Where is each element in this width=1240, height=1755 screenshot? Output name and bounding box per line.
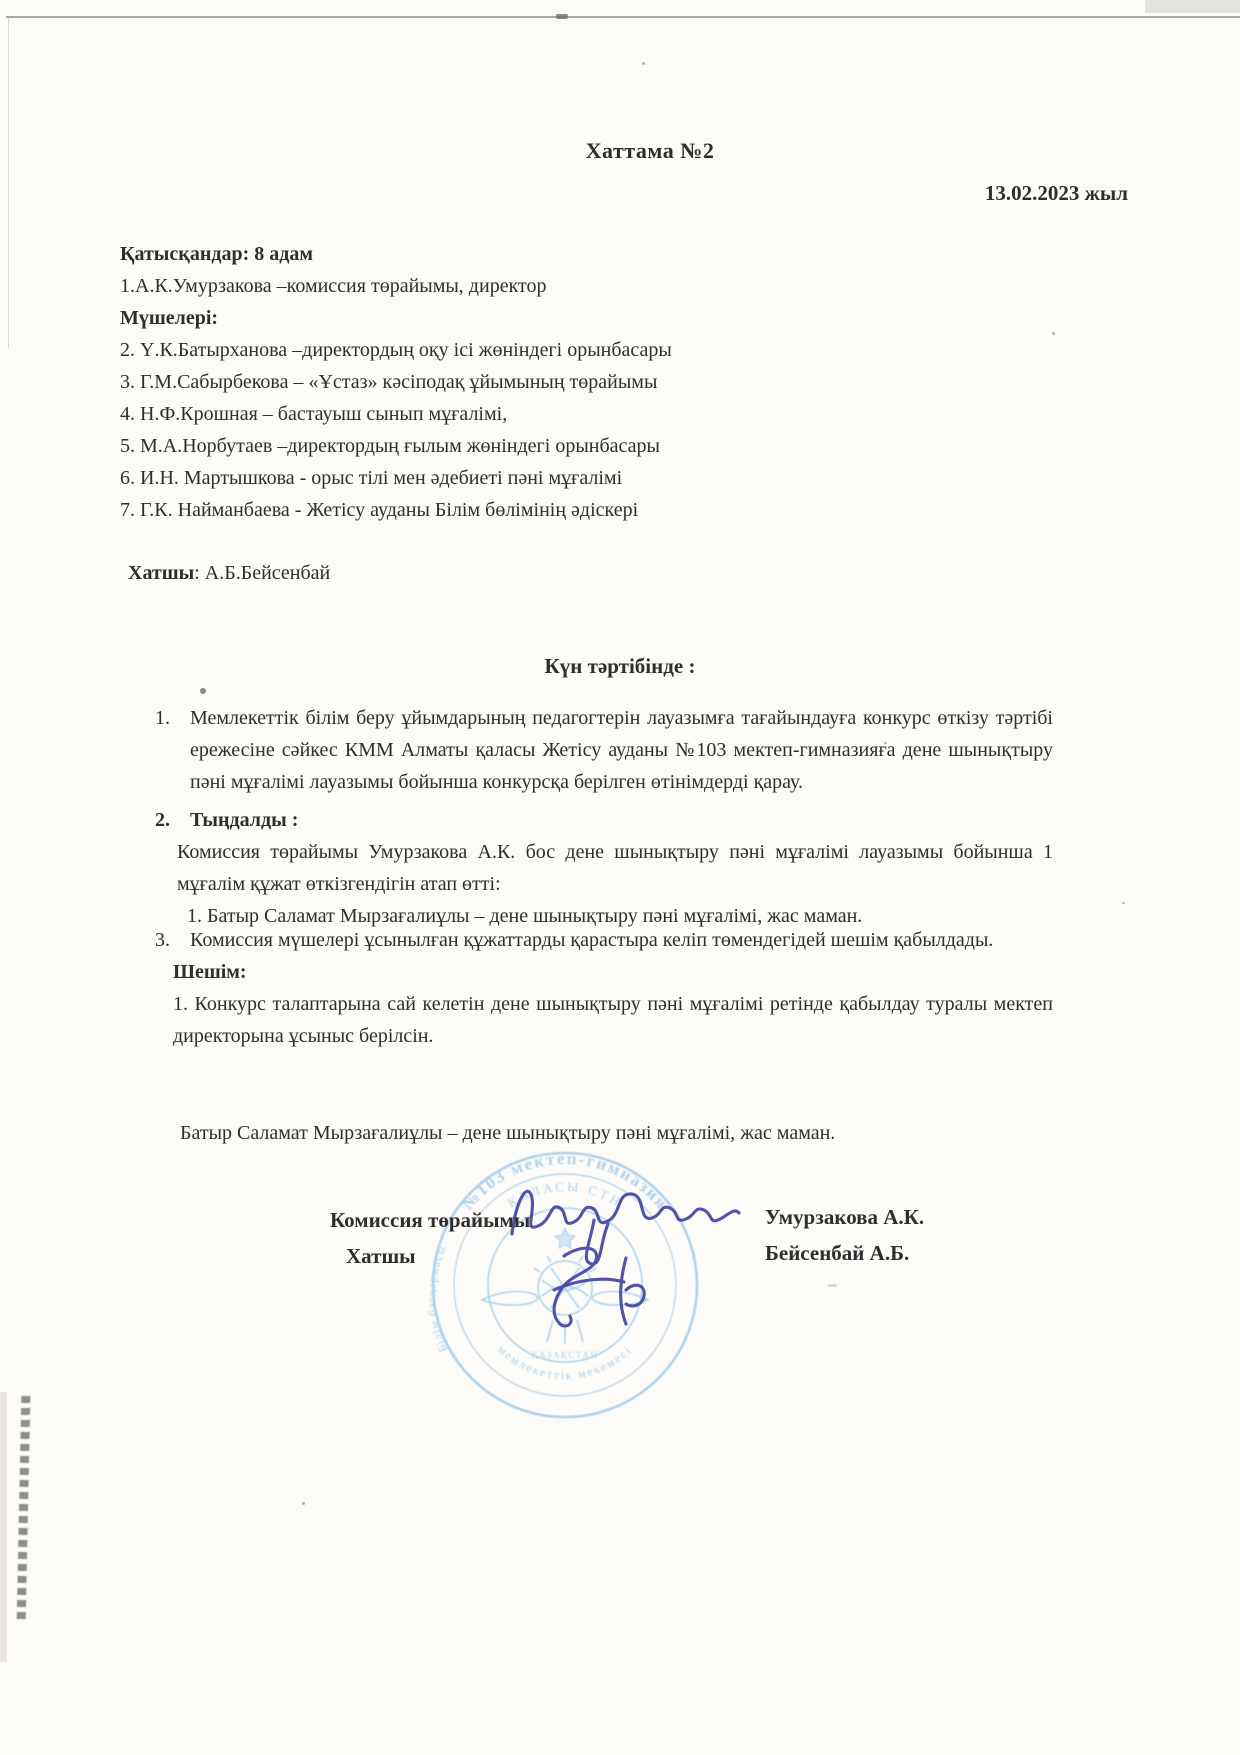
scan-edge-mark — [556, 14, 568, 19]
paper-speck — [200, 688, 206, 694]
participants-section — [120, 238, 1130, 526]
decision-heading: Шешім: — [173, 961, 247, 983]
paper-speck — [828, 1284, 837, 1287]
agenda-item-3 — [155, 924, 1053, 956]
agenda-item-1 — [155, 702, 1053, 798]
member-line: 2. Ү.К.Батырханова –директордың оқу ісі жөніндегі орынбасары — [120, 339, 672, 361]
listened-paragraph: Комиссия төрайымы Умурзакова А.К. бос дене шынықтыру пәні мұғалімі лауазымы бойынша 1 мұғалім құжат өткізгендігін атап өтті: — [177, 841, 1053, 895]
item-number: 1. — [155, 707, 170, 729]
scan-left-band — [0, 1392, 7, 1662]
item-number: 3. — [155, 929, 170, 951]
agenda-heading: Күн тәртібінде : — [544, 654, 696, 678]
candidate-line: Батыр Саламат Мырзағалиұлы – дене шынықтыру пәні мұғалімі, жас маман. — [180, 1122, 836, 1144]
stamp-arc-left-text: Білім басқармасы — [424, 1242, 451, 1355]
stamp-emblem-text: ҚАЗАҚСТАН — [531, 1350, 599, 1360]
member-line: 3. Г.М.Сабырбекова – «Ұстаз» кәсіподақ ұйымының төрайымы — [120, 371, 658, 393]
signature-name-chair: Умурзакова А.К. — [765, 1205, 925, 1229]
document-date: 13.02.2023 жыл — [984, 181, 1128, 205]
agenda-item-2 — [155, 804, 1053, 836]
participant-chair-line: 1.А.К.Умурзакова –комиссия төрайымы, директор — [120, 275, 547, 297]
scan-left-line — [8, 18, 9, 348]
paper-speck — [1122, 902, 1125, 904]
item-text: Мемлекеттік білім беру ұйымдарының педагогтерін лауазымға тағайындауға конкурс өткізу тәртібі ережесіне сәйкес КММ Алматы қаласы Жетісу ауданы №103 мектеп-гимназияға дене шынықтыру пәні мұғалімі лауазымы бойынша конкурсқа берілген өтінімдерді қарау. — [190, 707, 1053, 793]
scan-edge-line — [6, 16, 1240, 18]
signature-name-secretary: Бейсенбай А.Б. — [765, 1241, 910, 1265]
decision-text: 1. Конкурс талаптарына сай келетін дене шынықтыру пәні мұғалімі ретінде қабылдау туралы мектеп директорына ұсыныс берілсін. — [173, 993, 1053, 1047]
secretary-label: Хатшы — [128, 562, 195, 584]
secretary-line — [128, 562, 330, 585]
stamp-arc-inner-text: ҚАЛАСЫ СТН — [504, 1178, 626, 1211]
member-line: 7. Г.К. Найманбаева - Жетісу ауданы Білім бөлімінің әдіскері — [120, 499, 639, 521]
stamp-arc-bottom-text: мемлекеттік мекемесі — [495, 1342, 635, 1383]
item-text: Комиссия мүшелері ұсынылған құжаттарды қарастыра келіп төмендегідей шешім қабылдады. — [190, 929, 994, 951]
agenda-body — [155, 702, 1053, 1052]
participants-heading: Қатысқандар: 8 адам — [120, 243, 313, 265]
scan-smudge — [1145, 0, 1240, 13]
secretary-name: : А.Б.Бейсенбай — [194, 562, 331, 584]
handwritten-signature — [498, 1172, 753, 1337]
document-title: Хаттама №2 — [585, 138, 715, 163]
stamp-arc-top-text: №103 мектеп-гимназия — [458, 1148, 673, 1214]
svg-text:Білім басқармасы — [424, 1243, 450, 1355]
item-heading: Тыңдалды : — [190, 809, 299, 831]
member-line: 4. Н.Ф.Крошная – бастауыш сынып мұғалімі, — [120, 403, 508, 425]
scan-left-dashes — [17, 1396, 31, 1624]
item-number: 2. — [155, 809, 170, 831]
member-line: 5. М.А.Норбутаев –директордың ғылым жөніндегі орынбасары — [120, 435, 660, 457]
signature-role-secretary: Хатшы — [346, 1244, 416, 1268]
member-line: 6. И.Н. Мартышкова - орыс тілі мен әдебиеті пәні мұғалімі — [120, 467, 623, 489]
paper-speck — [302, 1502, 305, 1505]
members-heading: Мүшелері: — [120, 307, 219, 329]
signature-role-chair: Комиссия төрайымы — [330, 1208, 531, 1232]
paper-speck — [642, 62, 645, 65]
listened-subitem: 1. Батыр Саламат Мырзағалиұлы – дене шынықтыру пәні мұғалімі, жас маман. — [187, 905, 863, 927]
